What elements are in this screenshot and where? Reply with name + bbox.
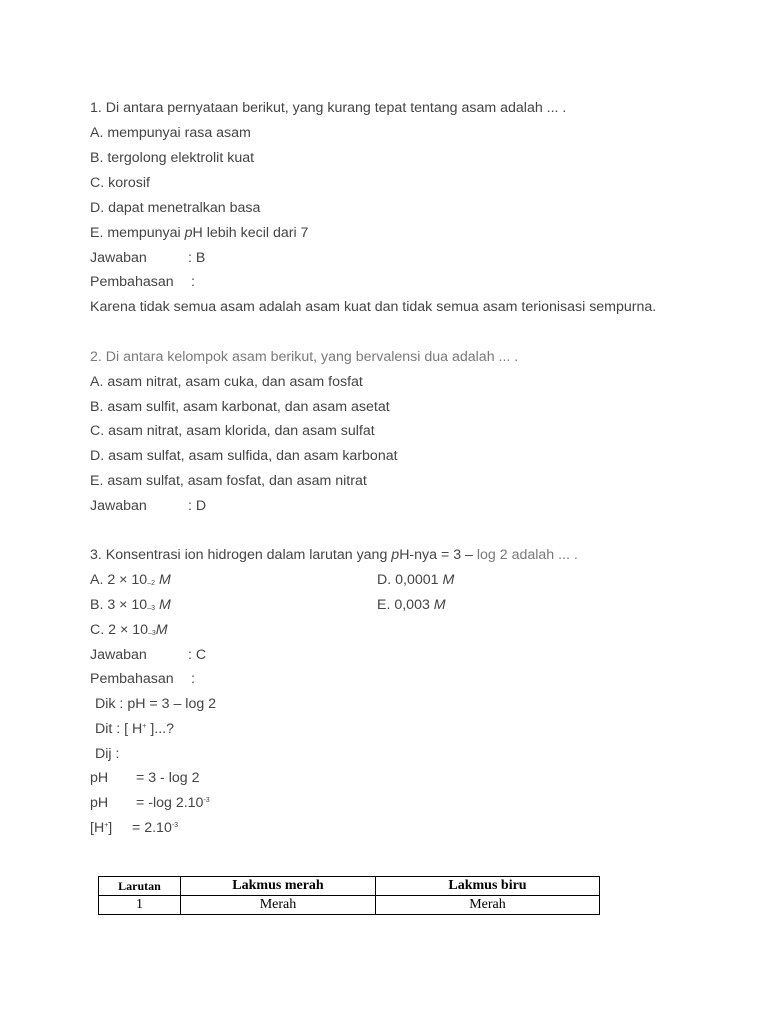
q1-option-e-pre: E. mempunyai — [90, 225, 185, 241]
q3-option-b-unit: M — [158, 597, 171, 613]
q2-option-d: D. asam sulfat, asam sulfida, dan asam karbonat — [90, 448, 398, 464]
q1-question: 1. Di antara pernyataan berikut, yang kurang tepat tentang asam adalah ... . — [90, 100, 567, 116]
q3-option-c-unit: M — [155, 622, 168, 638]
q3-discussion-colon: : — [191, 671, 195, 687]
q1-option-d: D. dapat menetralkan basa — [90, 200, 261, 216]
table-cell-larutan: 1 — [99, 896, 181, 915]
q3-calc3-value: = 2.10 — [132, 820, 172, 836]
q3-calc-line-2 — [90, 794, 210, 812]
q1-answer-label: Jawaban — [90, 250, 147, 266]
q1-discussion-heading — [90, 273, 195, 291]
q1-option-a: A. mempunyai rasa asam — [90, 125, 251, 141]
q3-dij: Dij : — [95, 746, 120, 762]
table-row — [99, 896, 600, 915]
q3-question-mid: H-nya = 3 – — [399, 547, 477, 563]
q3-option-a-exp: –2 — [147, 580, 155, 587]
q3-dit-post: ]...? — [146, 721, 174, 737]
q3-calc1-value: = 3 - log 2 — [136, 770, 200, 786]
q2-answer-label: Jawaban — [90, 498, 147, 514]
q1-discussion-label: Pembahasan — [90, 274, 174, 290]
q3-calc2-sup: -3 — [203, 797, 210, 804]
q3-option-e-unit: M — [433, 597, 446, 613]
q3-question-pre: 3. Konsentrasi ion hidrogen dalam larutan yang — [90, 547, 392, 563]
q1-discussion-text: Karena tidak semua asam adalah asam kuat dan tidak semua asam terionisasi sempurna. — [90, 299, 657, 315]
q3-calc3-sup: -3 — [171, 822, 179, 829]
q3-dik: Dik : pH = 3 – log 2 — [95, 696, 217, 712]
q3-dit-pre: Dit : [ H — [95, 721, 143, 737]
table-header-lakmus-merah: Lakmus merah — [181, 877, 376, 896]
table-header-row — [99, 877, 600, 896]
q3-calc3-label-sup: + — [104, 822, 109, 829]
q3-option-a-unit: M — [158, 572, 171, 588]
q3-calc1-label: pH — [90, 770, 109, 786]
q2-option-b: B. asam sulfit, asam karbonat, dan asam asetat — [90, 399, 390, 415]
q1-option-e-post: H lebih kecil dari 7 — [192, 225, 309, 241]
q2-question: 2. Di antara kelompok asam berikut, yang bervalensi dua adalah ... . — [90, 349, 519, 365]
q2-answer-value: : D — [188, 498, 207, 514]
q3-answer-label: Jawaban — [90, 647, 147, 663]
q3-option-d-unit: M — [442, 572, 455, 588]
q3-question-post: log 2 adalah ... . — [476, 547, 578, 563]
q1-option-c: C. korosif — [90, 175, 150, 191]
q3-option-b-base: B. 3 × 10 — [90, 597, 148, 613]
q2-answer — [90, 497, 206, 515]
q1-option-e — [90, 224, 308, 242]
q2-option-c: C. asam nitrat, asam klorida, dan asam sulfat — [90, 423, 375, 439]
q3-option-a — [90, 571, 171, 589]
q3-option-d-value: D. 0,0001 — [377, 572, 443, 588]
q3-option-c-exp: –3 — [147, 630, 156, 637]
table-header-lakmus-biru: Lakmus biru — [376, 877, 600, 896]
table-cell-lakmus-biru: Merah — [376, 896, 600, 915]
litmus-table — [98, 876, 600, 915]
q2-option-a: A. asam nitrat, asam cuka, dan asam fosfat — [90, 374, 363, 390]
q3-dit-sup: + — [142, 723, 147, 730]
q3-calc3-label-pre: [H — [90, 820, 105, 836]
q3-answer — [90, 646, 206, 664]
q3-calc-line-1 — [90, 769, 200, 787]
table-header-larutan: Larutan — [99, 877, 181, 896]
q3-calc2-value: = -log 2.10 — [136, 795, 204, 811]
q1-option-b: B. tergolong elektrolit kuat — [90, 150, 255, 166]
q3-calc2-label: pH — [90, 795, 109, 811]
q1-option-e-p: p — [184, 225, 193, 241]
q3-question-p: p — [391, 547, 400, 563]
q3-calc3-label-post: ] — [108, 820, 113, 836]
q3-discussion-label: Pembahasan — [90, 671, 174, 687]
q3-option-b-exp: –3 — [147, 605, 155, 612]
q2-option-e: E. asam sulfat, asam fosfat, dan asam nitrat — [90, 473, 367, 489]
q1-answer — [90, 249, 205, 267]
q3-calc3-label — [90, 819, 132, 837]
q3-option-c — [90, 621, 168, 639]
q3-option-e — [377, 596, 446, 614]
q3-option-b — [90, 596, 171, 614]
q3-calc-line-3 — [90, 819, 178, 837]
q1-discussion-colon: : — [191, 274, 195, 290]
table-cell-lakmus-merah: Merah — [181, 896, 376, 915]
q3-option-a-base: A. 2 × 10 — [90, 572, 148, 588]
q3-option-d — [377, 571, 454, 589]
q1-answer-value: : B — [188, 250, 206, 266]
q3-discussion-heading — [90, 670, 195, 688]
q3-dit — [95, 720, 174, 738]
q3-question — [90, 546, 578, 564]
q3-option-c-base: C. 2 × 10 — [90, 622, 148, 638]
q3-answer-value: : C — [188, 647, 207, 663]
q3-option-e-value: E. 0,003 — [377, 597, 434, 613]
